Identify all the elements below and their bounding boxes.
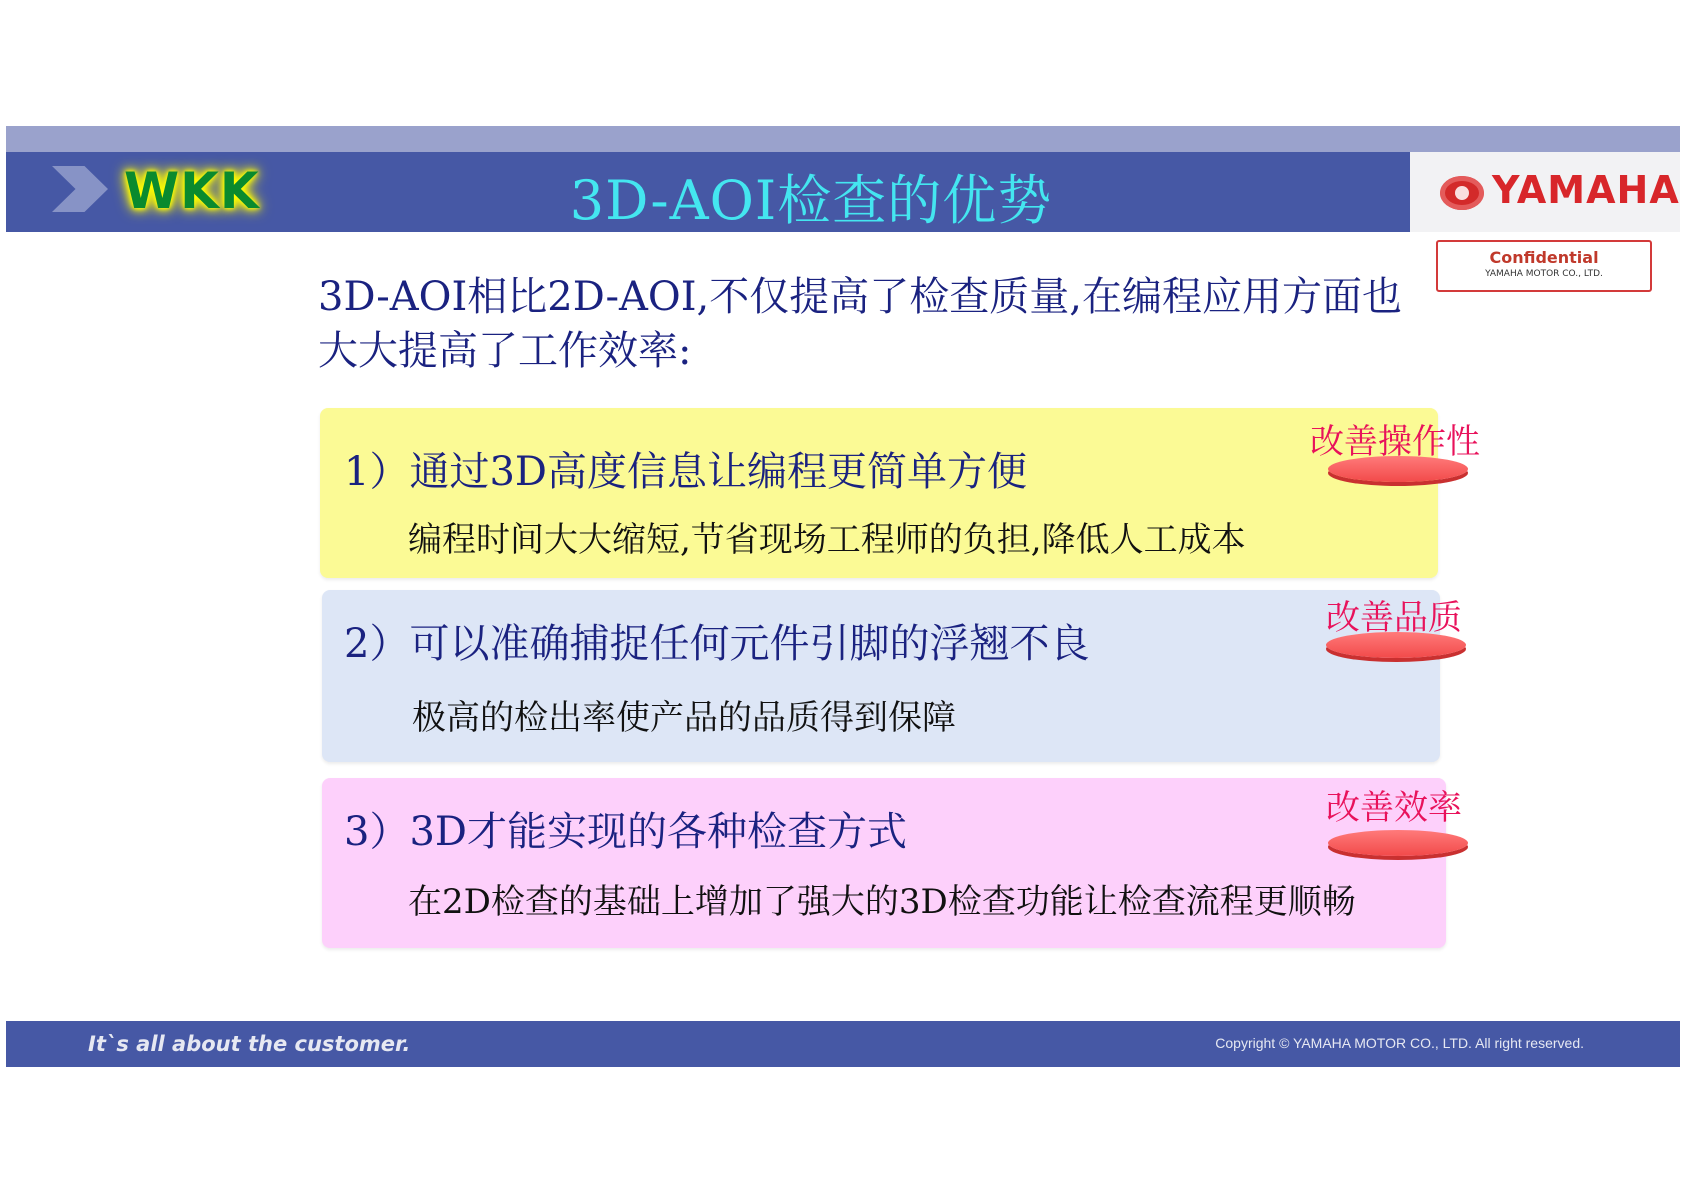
advantage-tag-1: 改善操作性	[1310, 422, 1480, 462]
advantage-tag-2: 改善品质	[1326, 598, 1462, 638]
advantage-tag-3: 改善效率	[1326, 788, 1462, 828]
advantage-heading-2: 2）可以准确捕捉任何元件引脚的浮翘不良	[344, 621, 1090, 667]
advantage-detail-1: 编程时间大大缩短,节省现场工程师的负担,降低人工成本	[408, 520, 1246, 560]
confidential-label: Confidential	[1489, 248, 1599, 267]
yamaha-logo-text: YAMAHA	[1492, 168, 1680, 212]
confidential-company: YAMAHA MOTOR CO., LTD.	[1485, 269, 1603, 279]
footer-slogan: It`s all about the customer.	[88, 1032, 411, 1056]
advantage-detail-3: 在2D检查的基础上增加了强大的3D检查功能让检查流程更顺畅	[408, 882, 1356, 922]
yamaha-logo-panel	[1410, 152, 1680, 232]
confidential-stamp	[1436, 240, 1652, 292]
footer-copyright: Copyright © YAMAHA MOTOR CO., LTD. All right reserved.	[1215, 1035, 1584, 1051]
advantage-heading-3: 3）3D才能实现的各种检查方式	[344, 809, 907, 855]
slide-title: 3D-AOI检查的优势	[569, 169, 1053, 232]
wkk-logo: WKK	[124, 162, 260, 220]
yamaha-emblem-icon	[1440, 176, 1484, 210]
tag-disc-3	[1328, 830, 1468, 856]
advantage-detail-2: 极高的检出率使产品的品质得到保障	[412, 698, 956, 738]
slide-header	[6, 152, 1680, 232]
slide-footer	[6, 1021, 1680, 1067]
header-top-strip	[6, 126, 1680, 152]
advantage-heading-1: 1）通过3D高度信息让编程更简单方便	[344, 449, 1027, 495]
intro-paragraph: 3D-AOI相比2D-AOI,不仅提高了检查质量,在编程应用方面也大大提高了工作效率:	[318, 274, 1402, 374]
chevron-arrow-icon	[52, 166, 108, 212]
